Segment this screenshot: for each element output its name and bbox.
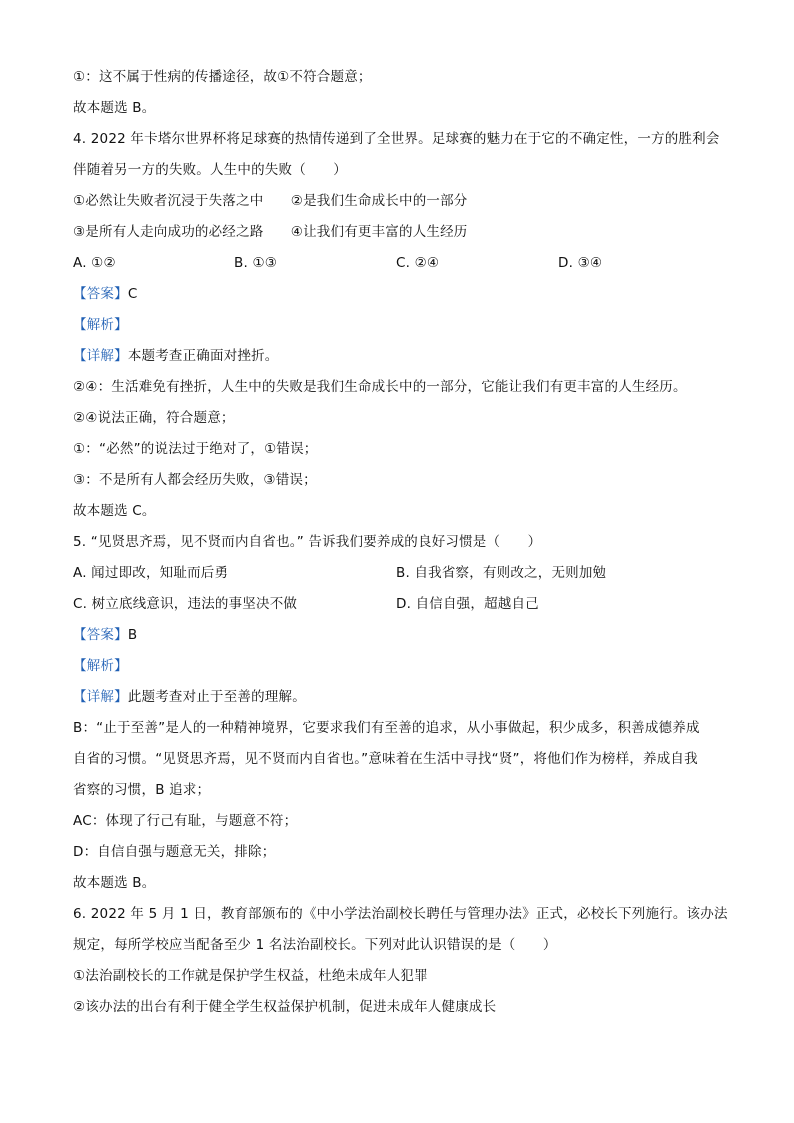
question-4-stem-cont: 伴随着另一方的失败。人生中的失败（ ）	[73, 162, 347, 178]
explanation-line: 【详解】此题考查对止于至善的理解。	[73, 689, 306, 705]
question-6-stem-cont: 规定，每所学校应当配备至少 1 名法治副校长。下列对此认识错误的是（ ）	[73, 937, 557, 953]
explanation-line: AC：体现了行己有耻，与题意不符；	[73, 813, 298, 829]
section-tag: 【答案】	[73, 286, 128, 302]
explanation-line: ②④：生活难免有挫折，人生中的失败是我们生命成长中的一部分，它能让我们有更丰富的人生经历。	[73, 379, 687, 395]
analysis-label	[73, 315, 723, 335]
option-c: C. 树立底线意识，违法的事坚决不做	[73, 596, 298, 612]
question-4-statements-1-2: ①必然让失败者沉浸于失落之中 ②是我们生命成长中的一部分	[73, 193, 468, 209]
option-b: B. 自我省察，有则改之，无则加勉	[396, 565, 607, 581]
question-4-statements-3-4: ③是所有人走向成功的必经之路 ④让我们有更丰富的人生经历	[73, 224, 468, 240]
explanation-line: 故本题选 C。	[73, 503, 156, 519]
option-d: D. ③④	[558, 255, 603, 271]
section-tag: 【详解】	[73, 348, 128, 364]
answer-label: 【答案】C	[73, 286, 138, 302]
explanation-line: 【详解】本题考查正确面对挫折。	[73, 348, 279, 364]
question-6-stem: 6. 2022 年 5 月 1 日，教育部颁布的《中小学法治副校长聘任与管理办法》正式，必校长下列施行。该办法	[73, 906, 728, 922]
section-tag: 【解析】	[73, 317, 128, 333]
option-b: B. ①③	[234, 255, 278, 271]
explanation-line: D：自信自强与题意无关，排除；	[73, 844, 276, 860]
text-line: 故本题选 B。	[73, 100, 156, 116]
answer-label: 【答案】B	[73, 627, 138, 643]
option-c: C. ②④	[396, 255, 440, 271]
explanation-line: ③：不是所有人都会经历失败，③错误；	[73, 472, 317, 488]
option-d: D. 自信自强，超越自己	[396, 596, 539, 612]
question-6-statement-1: ①法治副校长的工作就是保护学生权益，杜绝未成年人犯罪	[73, 968, 428, 984]
explanation-line: ①：“必然”的说法过于绝对了，①错误；	[73, 441, 318, 457]
explanation-line: ②④说法正确，符合题意；	[73, 410, 235, 426]
option-a: A. ①②	[73, 255, 116, 271]
analysis-label	[73, 656, 723, 676]
explanation-line: 省察的习惯，B 追求；	[73, 782, 211, 798]
explanation-line: B：“止于至善”是人的一种精神境界，它要求我们有至善的追求，从小事做起，积少成多，积善成德养成	[73, 720, 700, 736]
option-a: A. 闻过即改，知耻而后勇	[73, 565, 229, 581]
section-tag: 【详解】	[73, 689, 128, 705]
explanation-line: 自省的习惯。“见贤思齐焉，见不贤而内自省也。”意味着在生活中寻找“贤”，将他们作为榜样，养成自我	[73, 751, 698, 767]
section-tag: 【解析】	[73, 658, 128, 674]
section-tag: 【答案】	[73, 627, 128, 643]
question-6-statement-2: ②该办法的出台有利于健全学生权益保护机制，促进未成年人健康成长	[73, 999, 497, 1015]
explanation-line: 故本题选 B。	[73, 875, 156, 891]
question-5-stem: 5. “见贤思齐焉，见不贤而内自省也。” 告诉我们要养成的良好习惯是（ ）	[73, 534, 542, 550]
question-4-stem: 4. 2022 年卡塔尔世界杯将足球赛的热情传递到了全世界。足球赛的魅力在于它的不确定性，一方的胜利会	[73, 131, 720, 147]
text-line: ①：这不属于性病的传播途径，故①不符合题意；	[73, 69, 372, 85]
